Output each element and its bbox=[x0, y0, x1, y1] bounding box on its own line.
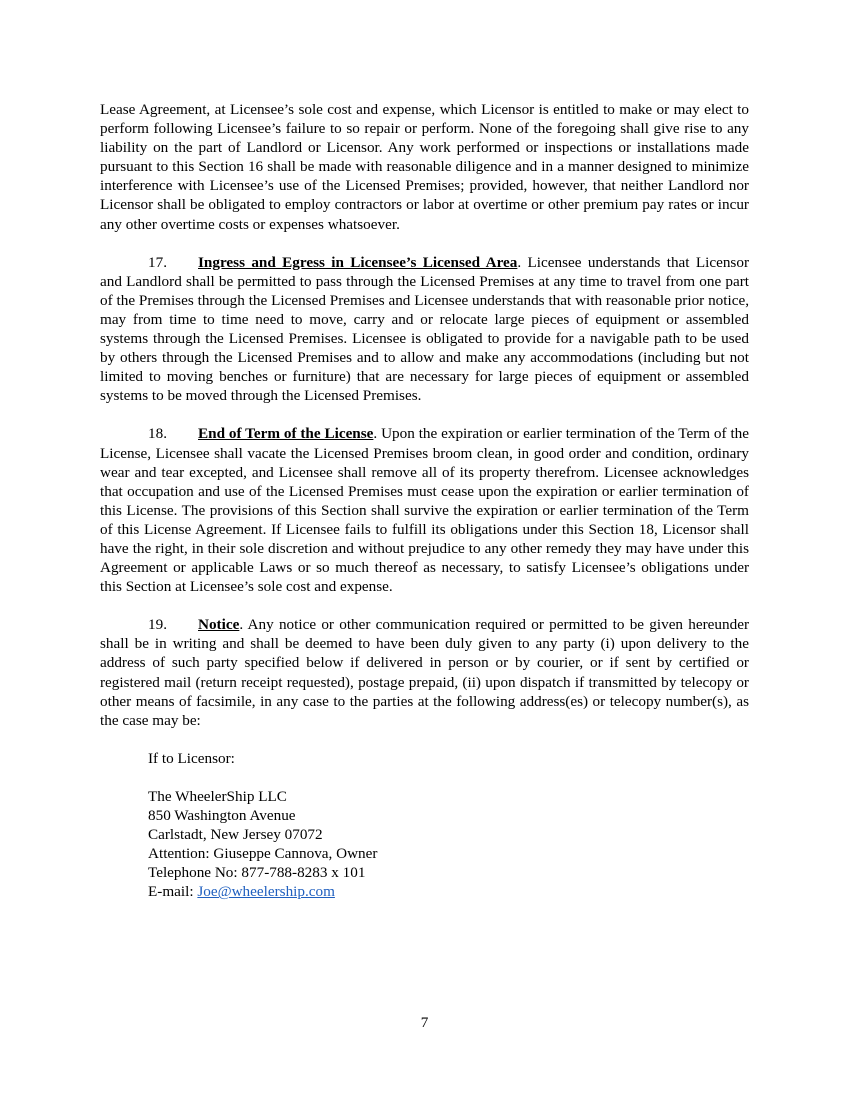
section-18-heading: End of Term of the License bbox=[198, 425, 374, 443]
licensor-address-block bbox=[148, 749, 749, 902]
licensor-telephone: Telephone No: 877-788-8283 x 101 bbox=[148, 864, 366, 882]
licensor-city: Carlstadt, New Jersey 07072 bbox=[148, 826, 323, 844]
email-link[interactable]: Joe@wheelership.com bbox=[197, 883, 335, 901]
section-18-number: 18. bbox=[148, 425, 167, 443]
section-18-body: . Upon the expiration or earlier termination of the Term of the License, Licensee shall vacate the Licensed Premises broom clean, in good order and condition, ordinary wear and tear excepted, and Licensee shall remove all of its property therefrom. Licensee acknowledges that occupation and use of the Licensed Premises must cease upon the expiration or earlier termination of this License. The provisions of this Section shall survive the expiration or earlier termination of the Term of this License Agreement. If Licensee fails to fulfill its obligations under this Section 18, Licensor shall have the right, in their sole discretion and without prejudice to any other remedy they may have under this Agreement or applicable Laws or so much thereof as necessary, to satisfy Licensee’s obligations under this Section at Licensee’s sole cost and expense. bbox=[100, 425, 749, 596]
section-18 bbox=[100, 424, 749, 596]
section-17-body: . Licensee understands that Licensor and Landlord shall be permitted to pass through the Licensed Premises at any time to travel from one part of the Premises through the Licensed Premises and Licensee understands that with reasonable prior notice, may from time to time need to move, carry and or relocate large pieces of equipment or assembled systems through the Licensed Premises. Licensee is obligated to provide for a navigable path to be used by others through the Licensed Premises and to allow and make any accommodations (including but not limited to moving benches or furniture) that are necessary for large pieces of equipment or assembled systems to be moved through the Licensed Premises. bbox=[100, 253, 749, 405]
licensor-company: The WheelerShip LLC bbox=[148, 787, 287, 805]
section-19 bbox=[100, 615, 749, 730]
section-19-heading: Notice bbox=[198, 616, 240, 634]
section-19-body: . Any notice or other communication required or permitted to be given hereunder shall be in writing and shall be deemed to have been duly given to any party (i) upon delivery to the address of such party specified below if delivered in person or by courier, or if sent by certified or registered mail (return receipt requested), postage prepaid, (ii) upon dispatch if transmitted by telecopy or other means of facsimile, in any case to the parties at the following address(es) or telecopy number(s), as the case may be: bbox=[100, 616, 749, 729]
email-label: E-mail: bbox=[148, 883, 198, 901]
notice-recipient-label: If to Licensor: bbox=[148, 749, 235, 767]
page-number: 7 bbox=[420, 1014, 429, 1031]
document-page bbox=[100, 100, 749, 901]
section-17-heading: Ingress and Egress in Licensee’s Licensed Area bbox=[198, 253, 518, 271]
section-17-number: 17. bbox=[148, 253, 167, 271]
continuation-paragraph: Lease Agreement, at Licensee’s sole cost and expense, which Licensor is entitled to make or may elect to perform following Licensee’s failure to so repair or perform. None of the foregoing shall give rise to any liability on the part of Landlord or Licensor. Any work performed or inspections or installations made pursuant to this Section 16 shall be made with reasonable diligence and in a manner designed to minimize interference with Licensee’s use of the Licensed Premises; provided, however, that neither Landlord nor Licensor shall be obligated to employ contractors or labor at overtime or other premium pay rates or incur any other overtime costs or expenses whatsoever. bbox=[100, 101, 749, 233]
licensor-street: 850 Washington Avenue bbox=[148, 807, 296, 824]
section-19-number: 19. bbox=[148, 616, 167, 634]
section-17 bbox=[100, 253, 749, 406]
licensor-attention: Attention: Giuseppe Cannova, Owner bbox=[148, 845, 378, 863]
licensor-email-line bbox=[148, 882, 749, 901]
